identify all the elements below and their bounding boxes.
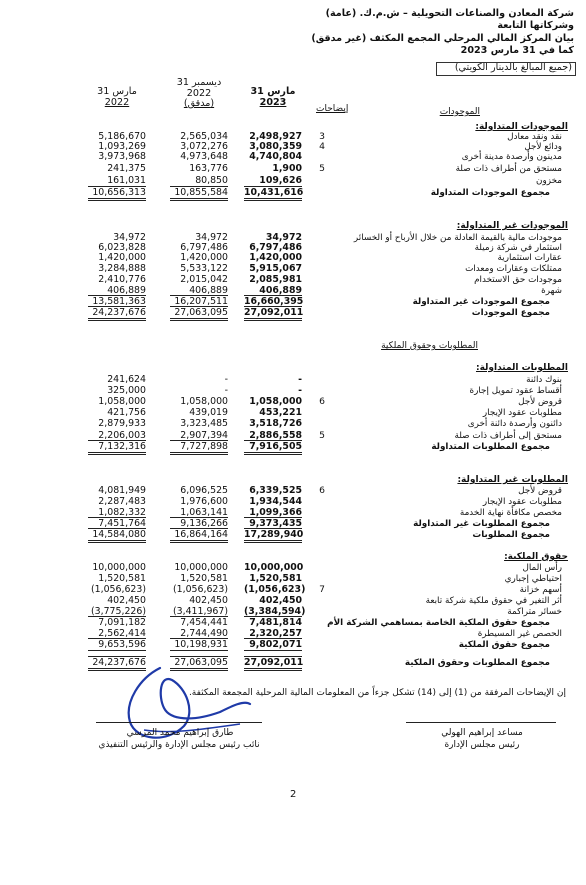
- table-row-term-loans-nc: [0, 486, 586, 497]
- total-rule: [170, 320, 228, 321]
- row-value-c3: 1,520,581: [98, 573, 146, 584]
- row-label: ودائع لأجل: [524, 142, 562, 152]
- row-label: رأس المال: [522, 563, 562, 573]
- table-row-investment-property: [0, 253, 586, 264]
- row-label: بنوك دائنة: [526, 375, 562, 385]
- row-value-c3: (3,775,226): [90, 606, 146, 617]
- row-value-c2: 7,454,441: [180, 617, 228, 628]
- row-value-c1: 6,339,525: [249, 485, 302, 496]
- total-rule: [170, 638, 228, 639]
- row-value-c1: 3,518,726: [249, 418, 302, 429]
- row-value-c1: 109,626: [259, 175, 302, 186]
- row-label: مجموع الموجودات غير المتداولة: [412, 297, 550, 307]
- total-rule: [88, 542, 146, 543]
- subtitle-noncurrent-liabilities: المطلوبات غير المتداولة:: [457, 475, 568, 485]
- row-value-c1: 4,740,804: [249, 151, 302, 162]
- row-value-c1: -: [298, 385, 302, 396]
- row-value-c1: 5,915,067: [249, 263, 302, 274]
- row-value-c2: 27,063,095: [174, 657, 228, 668]
- row-value-c2: 2,907,394: [180, 430, 228, 441]
- row-note: 6: [319, 485, 325, 496]
- signatory-left-name: طارق إبراهيم محمد المرسي: [126, 728, 234, 738]
- row-value-c3: 24,237,676: [92, 657, 146, 668]
- table-row-total-liab-equity: [0, 658, 586, 669]
- row-value-c3: 241,375: [107, 163, 146, 174]
- row-value-c2: 439,019: [189, 407, 228, 418]
- row-label: مجموع حقوق الملكية الخاصة بمساهمي الشركة الأم: [327, 618, 550, 628]
- row-note: 5: [319, 430, 325, 441]
- total-rule: [170, 186, 228, 187]
- row-value-c1: 16,660,395: [244, 296, 304, 307]
- table-row-total-assets: [0, 308, 586, 319]
- total-rule: [244, 650, 302, 651]
- row-value-c2: 1,976,600: [180, 496, 228, 507]
- row-value-c2: 16,864,164: [174, 529, 228, 540]
- total-rule: [88, 517, 146, 518]
- table-row-payables: [0, 419, 586, 430]
- row-value-c3: 10,656,313: [92, 187, 146, 198]
- row-value-c2: 27,063,095: [174, 307, 228, 318]
- table-row-total-current-assets: [0, 188, 586, 199]
- total-rule: [170, 517, 228, 518]
- total-rule: [244, 528, 302, 529]
- row-value-c3: 13,581,363: [92, 296, 146, 307]
- row-note: 5: [319, 163, 325, 174]
- row-value-c3: 1,058,000: [98, 396, 146, 407]
- statement-date: كما في 31 مارس 2023: [460, 45, 574, 56]
- statement-title: بيان المركز المالي المرحلي المجمع المكثف (غير مدقق): [311, 33, 574, 44]
- currency-note-box: [436, 62, 576, 76]
- row-value-c3: 1,093,269: [98, 141, 146, 152]
- table-row-total-liab: [0, 530, 586, 541]
- total-rule: [88, 656, 146, 657]
- row-value-c2: 1,063,141: [180, 507, 228, 518]
- table-row-treasury-shares: [0, 585, 586, 596]
- subtitle-current-liabilities: المطلوبات المتداولة:: [475, 363, 568, 373]
- table-row-ppe: [0, 264, 586, 275]
- row-value-c3: 325,000: [107, 385, 146, 396]
- currency-note: (جميع المبالغ بالدينار الكويتي): [454, 62, 572, 73]
- row-value-c1: 9,802,071: [249, 639, 302, 650]
- row-label: عقارات استثمارية: [497, 253, 562, 263]
- row-value-c3: 14,584,080: [92, 529, 146, 540]
- row-value-c3: 402,450: [107, 595, 146, 606]
- row-value-c3: 241,624: [107, 374, 146, 385]
- total-rule: [244, 200, 302, 201]
- row-value-c2: 5,533,122: [180, 263, 228, 274]
- row-value-c2: 402,450: [189, 595, 228, 606]
- table-row-rou: [0, 275, 586, 286]
- row-value-c2: 10,198,931: [174, 639, 228, 650]
- row-value-c1: 2,085,981: [249, 274, 302, 285]
- row-value-c2: 163,776: [189, 163, 228, 174]
- row-value-c1: 27,092,011: [244, 657, 304, 668]
- total-rule: [170, 542, 228, 543]
- row-note: 6: [319, 396, 325, 407]
- table-row-statutory-reserve: [0, 574, 586, 585]
- row-label: الحصص غير المسيطرة: [477, 629, 562, 639]
- signatory-right-name: مساعد إبراهيم الهولي: [441, 728, 523, 738]
- total-rule: [88, 440, 146, 441]
- row-value-c1: 34,972: [265, 232, 302, 243]
- row-label: خسائر متراكمة: [507, 607, 562, 617]
- row-value-c1: 9,373,435: [249, 518, 302, 529]
- row-value-c2: 16,207,511: [174, 296, 228, 307]
- row-value-c3: 9,653,596: [98, 639, 146, 650]
- row-value-c2: 1,058,000: [180, 396, 228, 407]
- row-value-c3: 7,451,764: [98, 518, 146, 529]
- row-value-c2: 4,973,648: [180, 151, 228, 162]
- row-label: مستحق من أطراف ذات صلة: [455, 164, 562, 174]
- row-label: مجموع المطلوبات المتداولة: [431, 442, 550, 452]
- total-rule: [244, 656, 302, 657]
- row-value-c3: 5,186,670: [98, 131, 146, 142]
- row-value-c3: 2,879,933: [98, 418, 146, 429]
- row-value-c3: 6,023,828: [98, 242, 146, 253]
- row-label: مطلوبات عقود الإيجار: [482, 408, 562, 418]
- total-rule: [88, 616, 146, 617]
- total-rule: [244, 320, 302, 321]
- total-rule: [244, 638, 302, 639]
- row-value-c2: 7,727,898: [180, 441, 228, 452]
- row-value-c3: 3,284,888: [98, 263, 146, 274]
- total-rule: [244, 454, 302, 455]
- table-row-term-loans-c: [0, 397, 586, 408]
- row-value-c2: 3,323,485: [180, 418, 228, 429]
- total-rule: [88, 200, 146, 201]
- table-row-associate-effect: [0, 596, 586, 607]
- row-value-c1: 1,099,366: [249, 507, 302, 518]
- total-rule: [88, 528, 146, 529]
- row-label: ممتلكات وعقارات ومعدات: [465, 264, 562, 274]
- col-head-notes: إيضاحات: [316, 104, 349, 114]
- row-label: دائنون وأرصدة دائنة أخرى: [467, 419, 562, 429]
- row-label: قروض لأجل: [518, 486, 562, 496]
- company-name: شركة المعادن والصناعات التحويلية – ش.م.ك. (عامة): [325, 8, 574, 19]
- total-rule: [88, 650, 146, 651]
- row-label: أثر التغير في حقوق ملكية شركة تابعة: [425, 596, 562, 606]
- col-head-december: 31 ديسمبر 2022 (مدقق): [176, 77, 222, 109]
- row-value-c1: 1,900: [272, 163, 302, 174]
- signature-line-right: [406, 722, 556, 723]
- row-value-c1: 3,080,359: [249, 141, 302, 152]
- row-value-c3: 161,031: [107, 175, 146, 186]
- table-row-equity-parent: [0, 618, 586, 629]
- row-value-c3: 24,237,676: [92, 307, 146, 318]
- total-rule: [170, 454, 228, 455]
- row-value-c3: 2,206,003: [98, 430, 146, 441]
- row-label: قروض لأجل: [518, 397, 562, 407]
- total-rule: [244, 616, 302, 617]
- row-label: مخصص مكافأة نهاية الخدمة: [459, 508, 562, 518]
- row-value-c3: 10,000,000: [92, 562, 146, 573]
- row-value-c2: 10,000,000: [174, 562, 228, 573]
- row-value-c1: 2,886,558: [249, 430, 302, 441]
- row-value-c3: 7,091,182: [98, 617, 146, 628]
- row-label: مجموع المطلوبات: [472, 530, 550, 540]
- row-label: أقساط عقود تمويل إجارة: [469, 386, 562, 396]
- row-label: موجودات مالية بالقيمة العادلة من خلال الأرباح أو الخسائر: [353, 233, 562, 243]
- row-value-c1: 453,221: [259, 407, 302, 418]
- row-value-c3: 34,972: [113, 232, 146, 243]
- row-value-c1: 2,320,257: [249, 628, 302, 639]
- row-value-c3: 2,410,776: [98, 274, 146, 285]
- total-rule: [88, 638, 146, 639]
- row-value-c2: 406,889: [189, 285, 228, 296]
- row-value-c1: 10,000,000: [244, 562, 304, 573]
- table-row-lease-liab-nc: [0, 497, 586, 508]
- total-rule: [244, 440, 302, 441]
- row-label: شهرة: [541, 286, 562, 296]
- row-value-c2: 3,072,276: [180, 141, 228, 152]
- table-row-lease-finance: [0, 386, 586, 397]
- row-note: 7: [319, 584, 325, 595]
- row-label: مجموع المطلوبات غير المتداولة: [413, 519, 550, 529]
- subtitle-noncurrent-assets: الموجودات غير المتداولة:: [456, 221, 568, 231]
- total-rule: [170, 295, 228, 296]
- row-value-c2: 10,855,584: [174, 187, 228, 198]
- total-rule: [170, 306, 228, 307]
- row-value-c1: 1,934,544: [249, 496, 302, 507]
- row-label: مجموع حقوق الملكية: [458, 640, 550, 650]
- total-rule: [244, 186, 302, 187]
- row-value-c2: 2,565,034: [180, 131, 228, 142]
- table-row-share-capital: [0, 563, 586, 574]
- row-label: مجموع الموجودات المتداولة: [430, 188, 550, 198]
- row-value-c1: (3,384,594): [244, 606, 306, 617]
- col-head-current: 31 مارس 2023: [250, 86, 296, 108]
- row-value-c2: 34,972: [195, 232, 228, 243]
- col-head-prior: 31 مارس 2022: [97, 86, 137, 108]
- row-value-c2: 80,850: [195, 175, 228, 186]
- total-rule: [244, 306, 302, 307]
- row-label: احتياطي إجباري: [504, 574, 562, 584]
- row-value-c1: 1,420,000: [249, 252, 302, 263]
- table-row-receivables: [0, 152, 586, 163]
- row-value-c1: (1,056,623): [244, 584, 306, 595]
- row-note: 3: [319, 131, 325, 142]
- row-value-c3: 2,287,483: [98, 496, 146, 507]
- row-value-c2: -: [224, 374, 228, 385]
- row-value-c3: 4,081,949: [98, 485, 146, 496]
- row-value-c3: 3,973,968: [98, 151, 146, 162]
- total-rule: [88, 295, 146, 296]
- signatory-right-title: رئيس مجلس الإدارة: [444, 740, 520, 750]
- footnote: إن الإيضاحات المرفقة من (1) إلى (14) تشكل جزءاً من المعلومات المالية المرحلية المجمعة المكثفة.: [188, 688, 566, 698]
- section-assets: الموجودات: [439, 107, 480, 117]
- total-rule: [170, 528, 228, 529]
- row-value-c3: 1,420,000: [98, 252, 146, 263]
- signature-line-left: [96, 722, 262, 723]
- row-value-c3: 7,132,316: [98, 441, 146, 452]
- row-value-c2: -: [224, 385, 228, 396]
- total-rule: [244, 517, 302, 518]
- row-label: أسهم خزانة: [519, 585, 562, 595]
- row-value-c3: 2,562,414: [98, 628, 146, 639]
- total-rule: [88, 186, 146, 187]
- row-value-c1: 7,916,505: [249, 441, 302, 452]
- row-value-c1: 6,797,486: [249, 242, 302, 253]
- table-row-bank-overdraft: [0, 375, 586, 386]
- row-value-c1: 2,498,927: [249, 131, 302, 142]
- row-value-c1: 27,092,011: [244, 307, 304, 318]
- row-label: مخزون: [536, 176, 562, 186]
- subtitle-equity: حقوق الملكية:: [504, 552, 568, 562]
- row-value-c1: -: [298, 374, 302, 385]
- row-value-c2: (3,411,967): [172, 606, 228, 617]
- row-value-c3: 1,082,332: [98, 507, 146, 518]
- row-note: 4: [319, 141, 325, 152]
- page-number: 2: [290, 789, 297, 800]
- subtitle-current-assets: الموجودات المتداولة:: [475, 122, 568, 132]
- total-rule: [170, 200, 228, 201]
- row-value-c1: 402,450: [259, 595, 302, 606]
- row-value-c1: 17,289,940: [244, 529, 304, 540]
- row-value-c2: 1,520,581: [180, 573, 228, 584]
- row-label: مجموع الموجودات: [471, 308, 550, 318]
- row-label: مطلوبات عقود الإيجار: [482, 497, 562, 507]
- total-rule: [170, 656, 228, 657]
- row-label: موجودات حق الاستخدام: [474, 275, 562, 285]
- row-value-c2: 1,420,000: [180, 252, 228, 263]
- row-value-c1: 1,058,000: [249, 396, 302, 407]
- total-rule: [244, 542, 302, 543]
- row-value-c1: 1,520,581: [249, 573, 302, 584]
- row-value-c2: 9,136,266: [180, 518, 228, 529]
- row-value-c1: 406,889: [259, 285, 302, 296]
- total-rule: [170, 616, 228, 617]
- row-value-c2: 2,744,490: [180, 628, 228, 639]
- row-label: نقد ونقد معادل: [507, 132, 562, 142]
- row-value-c2: 2,015,042: [180, 274, 228, 285]
- row-value-c3: 406,889: [107, 285, 146, 296]
- row-label: مستحق إلى أطراف ذات صلة: [454, 431, 562, 441]
- row-label: استثمار في شركة زميلة: [474, 243, 562, 253]
- row-label: مجموع المطلوبات وحقوق الملكية: [404, 658, 550, 668]
- section-liabilities-equity: المطلوبات وحقوق الملكية: [381, 341, 478, 351]
- row-value-c2: 6,797,486: [180, 242, 228, 253]
- row-value-c2: 6,096,525: [180, 485, 228, 496]
- row-value-c3: 421,756: [107, 407, 146, 418]
- table-row-total-current-liab: [0, 442, 586, 453]
- total-rule: [244, 295, 302, 296]
- row-value-c1: 10,431,616: [244, 187, 304, 198]
- table-row-lease-liab-c: [0, 408, 586, 419]
- table-row-due-related-a: [0, 164, 586, 175]
- row-label: مدينون وأرصدة مدينة أخرى: [461, 152, 562, 162]
- table-row-total-equity: [0, 640, 586, 651]
- total-rule: [88, 320, 146, 321]
- total-rule: [170, 440, 228, 441]
- total-rule: [170, 650, 228, 651]
- row-value-c3: (1,056,623): [90, 584, 146, 595]
- company-subsidiaries: وشركاتها التابعة: [497, 20, 574, 31]
- row-value-c2: (1,056,623): [172, 584, 228, 595]
- table-row-inventory: [0, 176, 586, 187]
- total-rule: [88, 306, 146, 307]
- signatory-left-title: نائب رئيس مجلس الإدارة والرئيس التنفيذي: [98, 740, 260, 750]
- total-rule: [88, 454, 146, 455]
- row-value-c1: 7,481,814: [249, 617, 302, 628]
